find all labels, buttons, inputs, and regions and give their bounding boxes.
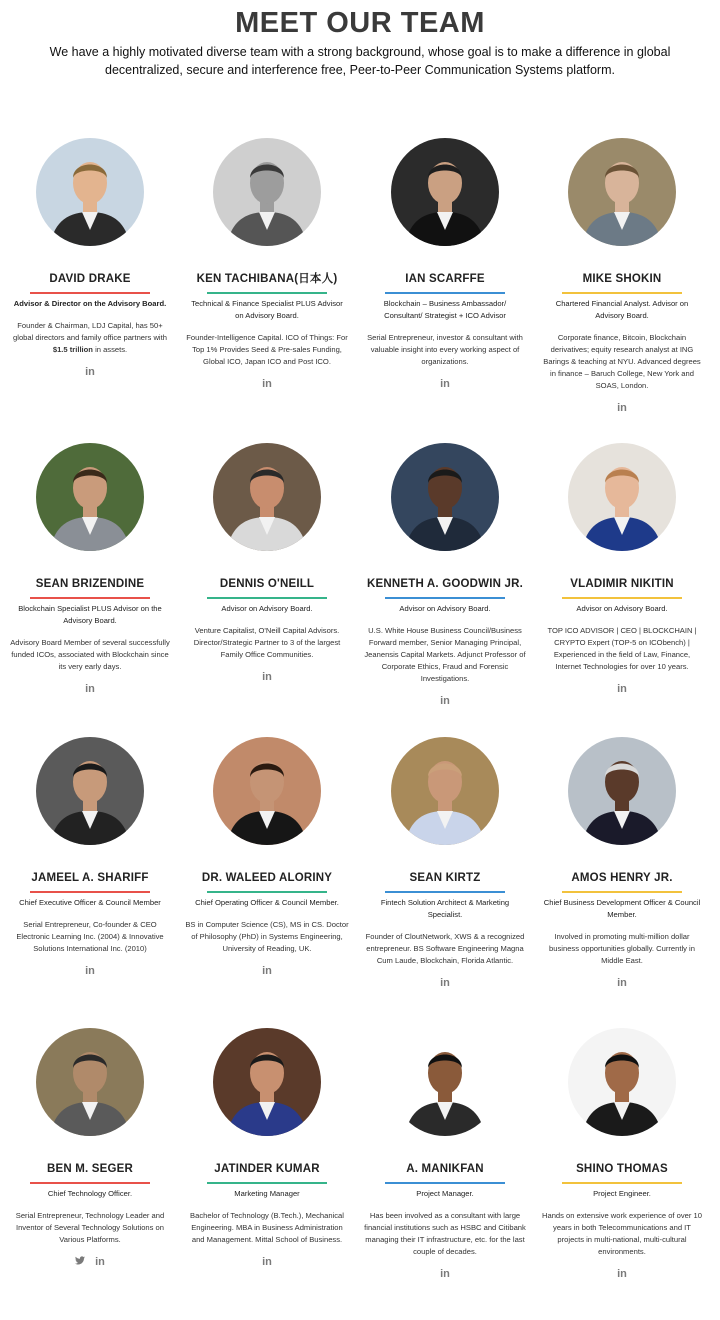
member-bio-text: BS in Computer Science (CS), MS in CS. Doctor of Philosophy (PhD) in Systems Engineering, University of Reading, UK. — [185, 920, 349, 953]
social-links — [182, 1256, 352, 1268]
portrait-image — [36, 737, 144, 845]
twitter-icon[interactable] — [75, 1256, 85, 1268]
member-bio — [537, 332, 707, 392]
member-bio — [5, 637, 175, 673]
avatar — [391, 1028, 499, 1136]
avatar — [568, 138, 676, 246]
name-underline — [385, 597, 505, 599]
avatar — [391, 443, 499, 551]
member-bio-highlight: $1.5 trillion — [52, 345, 93, 354]
member-name: IAN SCARFFE — [405, 273, 485, 285]
member-name: MIKE SHOKIN — [582, 273, 662, 285]
member-name: KENNETH A. GOODWIN JR. — [366, 578, 524, 590]
linkedin-icon[interactable]: in — [617, 977, 627, 989]
linkedin-icon[interactable]: in — [262, 671, 272, 683]
member-bio — [537, 931, 707, 967]
member-name: A. MANIKFAN — [406, 1163, 484, 1175]
member-bio-text: TOP ICO ADVISOR | CEO | BLOCKCHAIN | CRYPTO Expert (TOP-5 on ICObench) | Experienced in the field of Law, Finance, Internet Technologies for over 10 years. — [547, 626, 697, 671]
team-member-jatinder-kumar — [182, 1028, 352, 1268]
portrait-image — [213, 138, 321, 246]
social-links — [537, 402, 707, 414]
member-bio-text: Venture Capitalist, O'Neill Capital Advisors. Director/Strategic Partner to 3 of the largest Family Office Communities. — [193, 626, 341, 659]
team-member-ben-m-seger — [5, 1028, 175, 1268]
portrait-image — [568, 443, 676, 551]
member-bio — [537, 1210, 707, 1258]
team-member-david-drake — [5, 138, 175, 378]
member-bio — [537, 625, 707, 673]
portrait-image — [36, 138, 144, 246]
name-underline — [30, 891, 150, 893]
portrait-image — [36, 443, 144, 551]
team-member-dr-waleed-aloriny — [182, 737, 352, 977]
social-links — [360, 695, 530, 707]
member-bio — [360, 625, 530, 685]
team-header — [0, 0, 720, 79]
avatar — [36, 737, 144, 845]
name-underline — [30, 292, 150, 294]
portrait-image — [568, 1028, 676, 1136]
linkedin-icon[interactable]: in — [262, 1256, 272, 1268]
portrait-image — [391, 443, 499, 551]
linkedin-icon[interactable]: in — [262, 378, 272, 390]
avatar — [213, 1028, 321, 1136]
member-name: SHINO THOMAS — [576, 1163, 668, 1175]
name-underline — [207, 597, 327, 599]
member-bio-text: Corporate finance, Bitcoin, Blockchain derivatives; equity research analyst at ING Barings & teaching at NYU. Advanced degrees in finance – Baruch College, New York and SOAS, London. — [543, 333, 701, 390]
linkedin-icon[interactable]: in — [85, 683, 95, 695]
linkedin-icon[interactable]: in — [617, 1268, 627, 1280]
member-role: Blockchain – Business Ambassador/ Consultant/ Strategist + ICO Advisor — [383, 299, 507, 320]
member-bio-text: Hands on extensive work experience of over 10 years in both Telecommunications and IT projects in multi-national, multi-cultural environments. — [542, 1211, 702, 1256]
social-links — [182, 965, 352, 977]
member-role: Advisor on Advisory Board. — [221, 604, 313, 613]
portrait-image — [391, 138, 499, 246]
member-name: JATINDER KUMAR — [214, 1163, 320, 1175]
member-name: KEN TACHIBANA(日本人) — [196, 273, 338, 285]
linkedin-icon[interactable]: in — [85, 965, 95, 977]
name-underline — [385, 1182, 505, 1184]
member-role: Advisor on Advisory Board. — [399, 604, 491, 613]
linkedin-icon[interactable]: in — [440, 1268, 450, 1280]
member-bio-text: Founder & Chairman, LDJ Capital, has 50+ global directors and family office partners with — [13, 321, 167, 342]
member-role: Chief Operating Officer & Council Member. — [195, 898, 339, 907]
portrait-image — [36, 1028, 144, 1136]
member-bio-text: Serial Entrepreneur, investor & consultant with valuable insight into every working aspect of organizations. — [367, 333, 523, 366]
member-bio-text: Serial Entrepreneur, Co-founder & CEO Electronic Learning Inc. (2004) & Innovative Solutions International Inc. (2010) — [16, 920, 164, 953]
social-links — [5, 965, 175, 977]
team-member-ian-scarffe — [360, 138, 530, 390]
avatar — [36, 1028, 144, 1136]
member-bio-text: Founder of CloutNetwork, XWS & a recognized entrepreneur. BS Software Engineering Magna Cum Laude, Blockchain, Florida Atlantic. — [365, 932, 525, 965]
name-underline — [562, 292, 682, 294]
team-member-ken-tachibana — [182, 138, 352, 390]
member-name: DAVID DRAKE — [49, 273, 131, 285]
social-links — [537, 683, 707, 695]
twitter-icon-shape — [75, 1256, 85, 1265]
team-member-sean-brizendine — [5, 443, 175, 695]
linkedin-icon[interactable]: in — [440, 378, 450, 390]
member-name: VLADIMIR NIKITIN — [570, 578, 674, 590]
member-role: Fintech Solution Architect & Marketing Specialist. — [380, 898, 510, 919]
member-bio-text: Serial Entrepreneur, Technology Leader and Inventor of Several Technology Solutions on Various Platforms. — [15, 1211, 165, 1244]
member-name: AMOS HENRY JR. — [571, 872, 673, 884]
name-underline — [207, 891, 327, 893]
social-links — [360, 1268, 530, 1280]
member-bio — [182, 625, 352, 661]
avatar — [568, 737, 676, 845]
name-underline — [562, 1182, 682, 1184]
avatar — [36, 138, 144, 246]
portrait-image — [213, 443, 321, 551]
social-links — [537, 1268, 707, 1280]
member-bio — [5, 1210, 175, 1246]
social-links — [360, 977, 530, 989]
member-role: Chief Executive Officer & Council Member — [19, 898, 161, 907]
team-member-kenneth-a-goodwin-jr — [360, 443, 530, 707]
member-role: Chartered Financial Analyst. Advisor on Advisory Board. — [555, 299, 689, 320]
member-name: DR. WALEED ALORINY — [201, 872, 333, 884]
linkedin-icon[interactable]: in — [617, 683, 627, 695]
avatar — [568, 1028, 676, 1136]
page-title: MEET OUR TEAM — [235, 7, 485, 39]
avatar — [213, 443, 321, 551]
member-bio — [182, 1210, 352, 1246]
linkedin-icon[interactable]: in — [440, 977, 450, 989]
team-member-vladimir-nikitin — [537, 443, 707, 695]
linkedin-icon[interactable]: in — [85, 366, 95, 378]
member-bio-text: Has been involved as a consultant with large financial institutions such as HSBC and Citibank managing their IT infrastructure, etc. for the last couple of decades. — [364, 1211, 526, 1256]
member-bio — [5, 320, 175, 356]
team-member-dennis-o-neill — [182, 443, 352, 683]
avatar — [568, 443, 676, 551]
avatar — [391, 138, 499, 246]
member-role: Project Engineer. — [593, 1189, 651, 1198]
member-bio-text: Bachelor of Technology (B.Tech.), Mechanical Engineering. MBA in Business Administration and Management. Mittal School of Business. — [190, 1211, 344, 1244]
member-name: SEAN BRIZENDINE — [35, 578, 145, 590]
name-underline — [207, 1182, 327, 1184]
avatar — [213, 737, 321, 845]
linkedin-icon[interactable]: in — [617, 402, 627, 414]
name-underline — [562, 891, 682, 893]
name-underline — [207, 292, 327, 294]
member-name: BEN M. SEGER — [46, 1163, 134, 1175]
member-role: Project Manager. — [416, 1189, 474, 1198]
member-name: DENNIS O'NEILL — [219, 578, 315, 590]
team-member-jameel-a-shariff — [5, 737, 175, 977]
member-bio — [360, 332, 530, 368]
member-bio — [360, 931, 530, 967]
member-bio-text: Involved in promoting multi-million dollar business opportunities globally. Currently in Middle East. — [549, 932, 695, 965]
name-underline — [562, 597, 682, 599]
member-role: Technical & Finance Specialist PLUS Advisor on Advisory Board. — [191, 299, 343, 320]
linkedin-icon[interactable]: in — [95, 1256, 105, 1268]
portrait-image — [568, 138, 676, 246]
member-bio — [360, 1210, 530, 1258]
member-bio-text: Founder-Intelligence Capital. ICO of Things: For Top 1% Provides Seed & Pre-sales Funding, Global ICO, Japan ICO and Post ICO. — [186, 333, 348, 366]
member-role: Advisor on Advisory Board. — [576, 604, 668, 613]
social-links — [5, 1256, 175, 1268]
social-links — [182, 671, 352, 683]
social-links — [5, 366, 175, 378]
team-member-a-manikfan — [360, 1028, 530, 1280]
linkedin-icon[interactable]: in — [440, 695, 450, 707]
team-member-mike-shokin — [537, 138, 707, 414]
portrait-image — [568, 737, 676, 845]
name-underline — [30, 1182, 150, 1184]
portrait-image — [391, 737, 499, 845]
social-links — [5, 683, 175, 695]
social-links — [360, 378, 530, 390]
name-underline — [385, 891, 505, 893]
avatar — [36, 443, 144, 551]
member-role: Marketing Manager — [234, 1189, 300, 1198]
social-links — [182, 378, 352, 390]
team-member-sean-kirtz — [360, 737, 530, 989]
member-role: Advisor & Director on the Advisory Board. — [13, 299, 167, 308]
social-links — [537, 977, 707, 989]
name-underline — [385, 292, 505, 294]
member-name: SEAN KIRTZ — [409, 872, 481, 884]
member-bio — [182, 919, 352, 955]
member-bio — [182, 332, 352, 368]
member-bio-text: Advisory Board Member of several successfully funded ICOs, associated with Blockchain since its very early days. — [10, 638, 170, 671]
portrait-image — [391, 1028, 499, 1136]
avatar — [391, 737, 499, 845]
page-subtitle: We have a highly motivated diverse team with a strong background, whose goal is to make a difference in global decentralized, secure and interference free, Peer-to-Peer Communication Systems platform. — [49, 45, 671, 77]
member-role: Chief Business Development Officer & Council Member. — [543, 898, 701, 919]
linkedin-icon[interactable]: in — [262, 965, 272, 977]
member-bio-text: U.S. White House Business Council/Business Forward member, Senior Managing Principal, Jeanensis Capital Markets. Adjunct Professor of Corporate Ethics, Fraud and Forensic Investigations. — [364, 626, 526, 683]
member-name: JAMEEL A. SHARIFF — [31, 872, 149, 884]
name-underline — [30, 597, 150, 599]
member-role: Chief Technology Officer. — [47, 1189, 133, 1198]
portrait-image — [213, 737, 321, 845]
member-bio — [5, 919, 175, 955]
team-member-amos-henry-jr — [537, 737, 707, 989]
portrait-image — [213, 1028, 321, 1136]
member-role: Blockchain Specialist PLUS Advisor on the Advisory Board. — [18, 604, 162, 625]
member-bio-text-end: in assets. — [92, 345, 128, 354]
avatar — [213, 138, 321, 246]
team-member-shino-thomas — [537, 1028, 707, 1280]
